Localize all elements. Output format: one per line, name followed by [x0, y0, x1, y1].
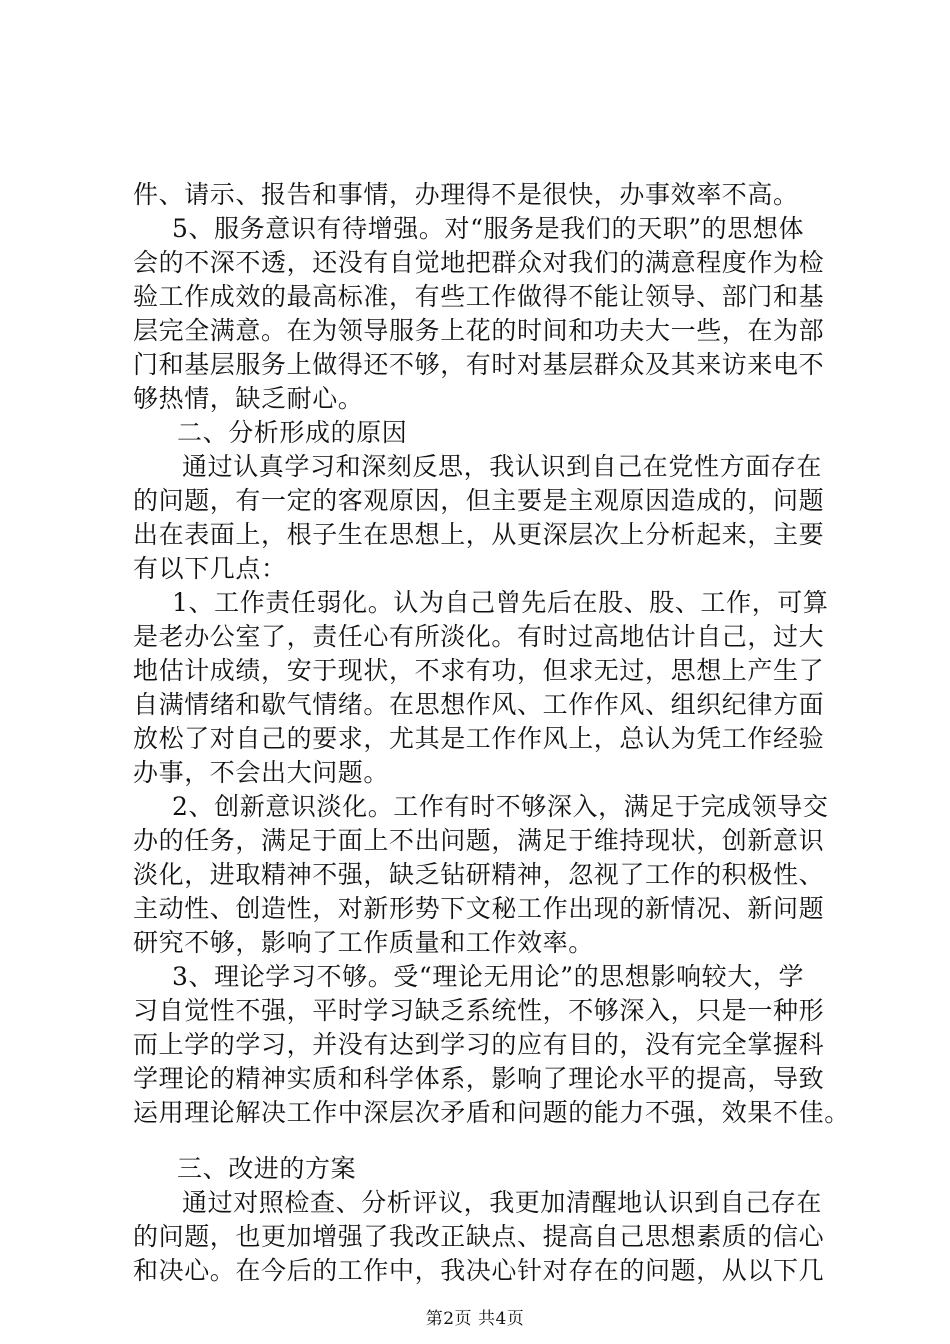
text-line: 淡化，进取精神不强，缺乏钻研精神，忽视了工作的积极性、 — [133, 860, 825, 889]
text-line: 1、工作责任弱化。认为自己曾先后在股、股、工作，可算 — [172, 588, 829, 617]
text-line: 3、理论学习不够。受“理论无用论”的思想影响较大，学 — [172, 962, 805, 991]
text-line: 和决心。在今后的工作中，我决心针对存在的问题，从以下几 — [133, 1256, 825, 1285]
text-line: 办的任务，满足于面上不出问题，满足于维持现状，创新意识 — [133, 826, 825, 855]
text-line: 有以下几点： — [133, 554, 287, 583]
text-line: 主动性、创造性，对新形势下文秘工作出现的新情况、新问题 — [133, 894, 825, 923]
text-line: 地估计成绩，安于现状，不求有功，但求无过，思想上产生了 — [133, 656, 825, 685]
text-line: 研究不够，影响了工作质量和工作效率。 — [133, 928, 594, 957]
text-line: 习自觉性不强，平时学习缺乏系统性，不够深入，只是一种形 — [133, 996, 825, 1025]
text-line: 自满情绪和歇气情绪。在思想作风、工作作风、组织纪律方面 — [133, 690, 825, 719]
section-heading: 三、改进的方案 — [177, 1154, 357, 1183]
text-line: 够热情，缺乏耐心。 — [133, 384, 364, 413]
text-line: 通过认真学习和深刻反思，我认识到自己在党性方面存在 — [182, 452, 823, 481]
text-line: 验工作成效的最高标准，有些工作做得不能让领导、部门和基 — [133, 282, 825, 311]
text-line: 件、请示、报告和事情，办理得不是很快，办事效率不高。 — [133, 180, 799, 209]
text-line: 学理论的精神实质和科学体系，影响了理论水平的提高，导致 — [133, 1064, 825, 1093]
text-line: 办事，不会出大问题。 — [133, 758, 390, 787]
text-line: 层完全满意。在为领导服务上花的时间和功夫大一些，在为部 — [133, 316, 825, 345]
text-line: 5、服务意识有待增强。对“服务是我们的天职”的思想体 — [172, 214, 805, 243]
text-line: 的问题，也更加增强了我改正缺点、提高自己思想素质的信心 — [133, 1222, 825, 1251]
text-line: 是老办公室了，责任心有所淡化。有时过高地估计自己，过大 — [133, 622, 825, 651]
text-line: 门和基层服务上做得还不够，有时对基层群众及其来访来电不 — [133, 350, 825, 379]
text-line: 2、创新意识淡化。工作有时不够深入，满足于完成领导交 — [172, 792, 829, 821]
text-line: 的问题，有一定的客观原因，但主要是主观原因造成的，问题 — [133, 486, 825, 515]
text-line: 而上学的学习，并没有达到学习的应有目的，没有完全掌握科 — [133, 1030, 825, 1059]
page-footer: 第2页 共4页 — [425, 1309, 525, 1329]
text-line: 会的不深不透，还没有自觉地把群众对我们的满意程度作为检 — [133, 248, 825, 277]
section-heading: 二、分析形成的原因 — [177, 418, 408, 447]
text-line: 放松了对自己的要求，尤其是工作作风上，总认为凭工作经验 — [133, 724, 825, 753]
text-line: 出在表面上，根子生在思想上，从更深层次上分析起来，主要 — [133, 520, 825, 549]
text-line: 通过对照检查、分析评议，我更加清醒地认识到自己存在 — [182, 1188, 823, 1217]
text-line: 运用理论解决工作中深层次矛盾和问题的能力不强，效果不佳。 — [133, 1098, 850, 1127]
